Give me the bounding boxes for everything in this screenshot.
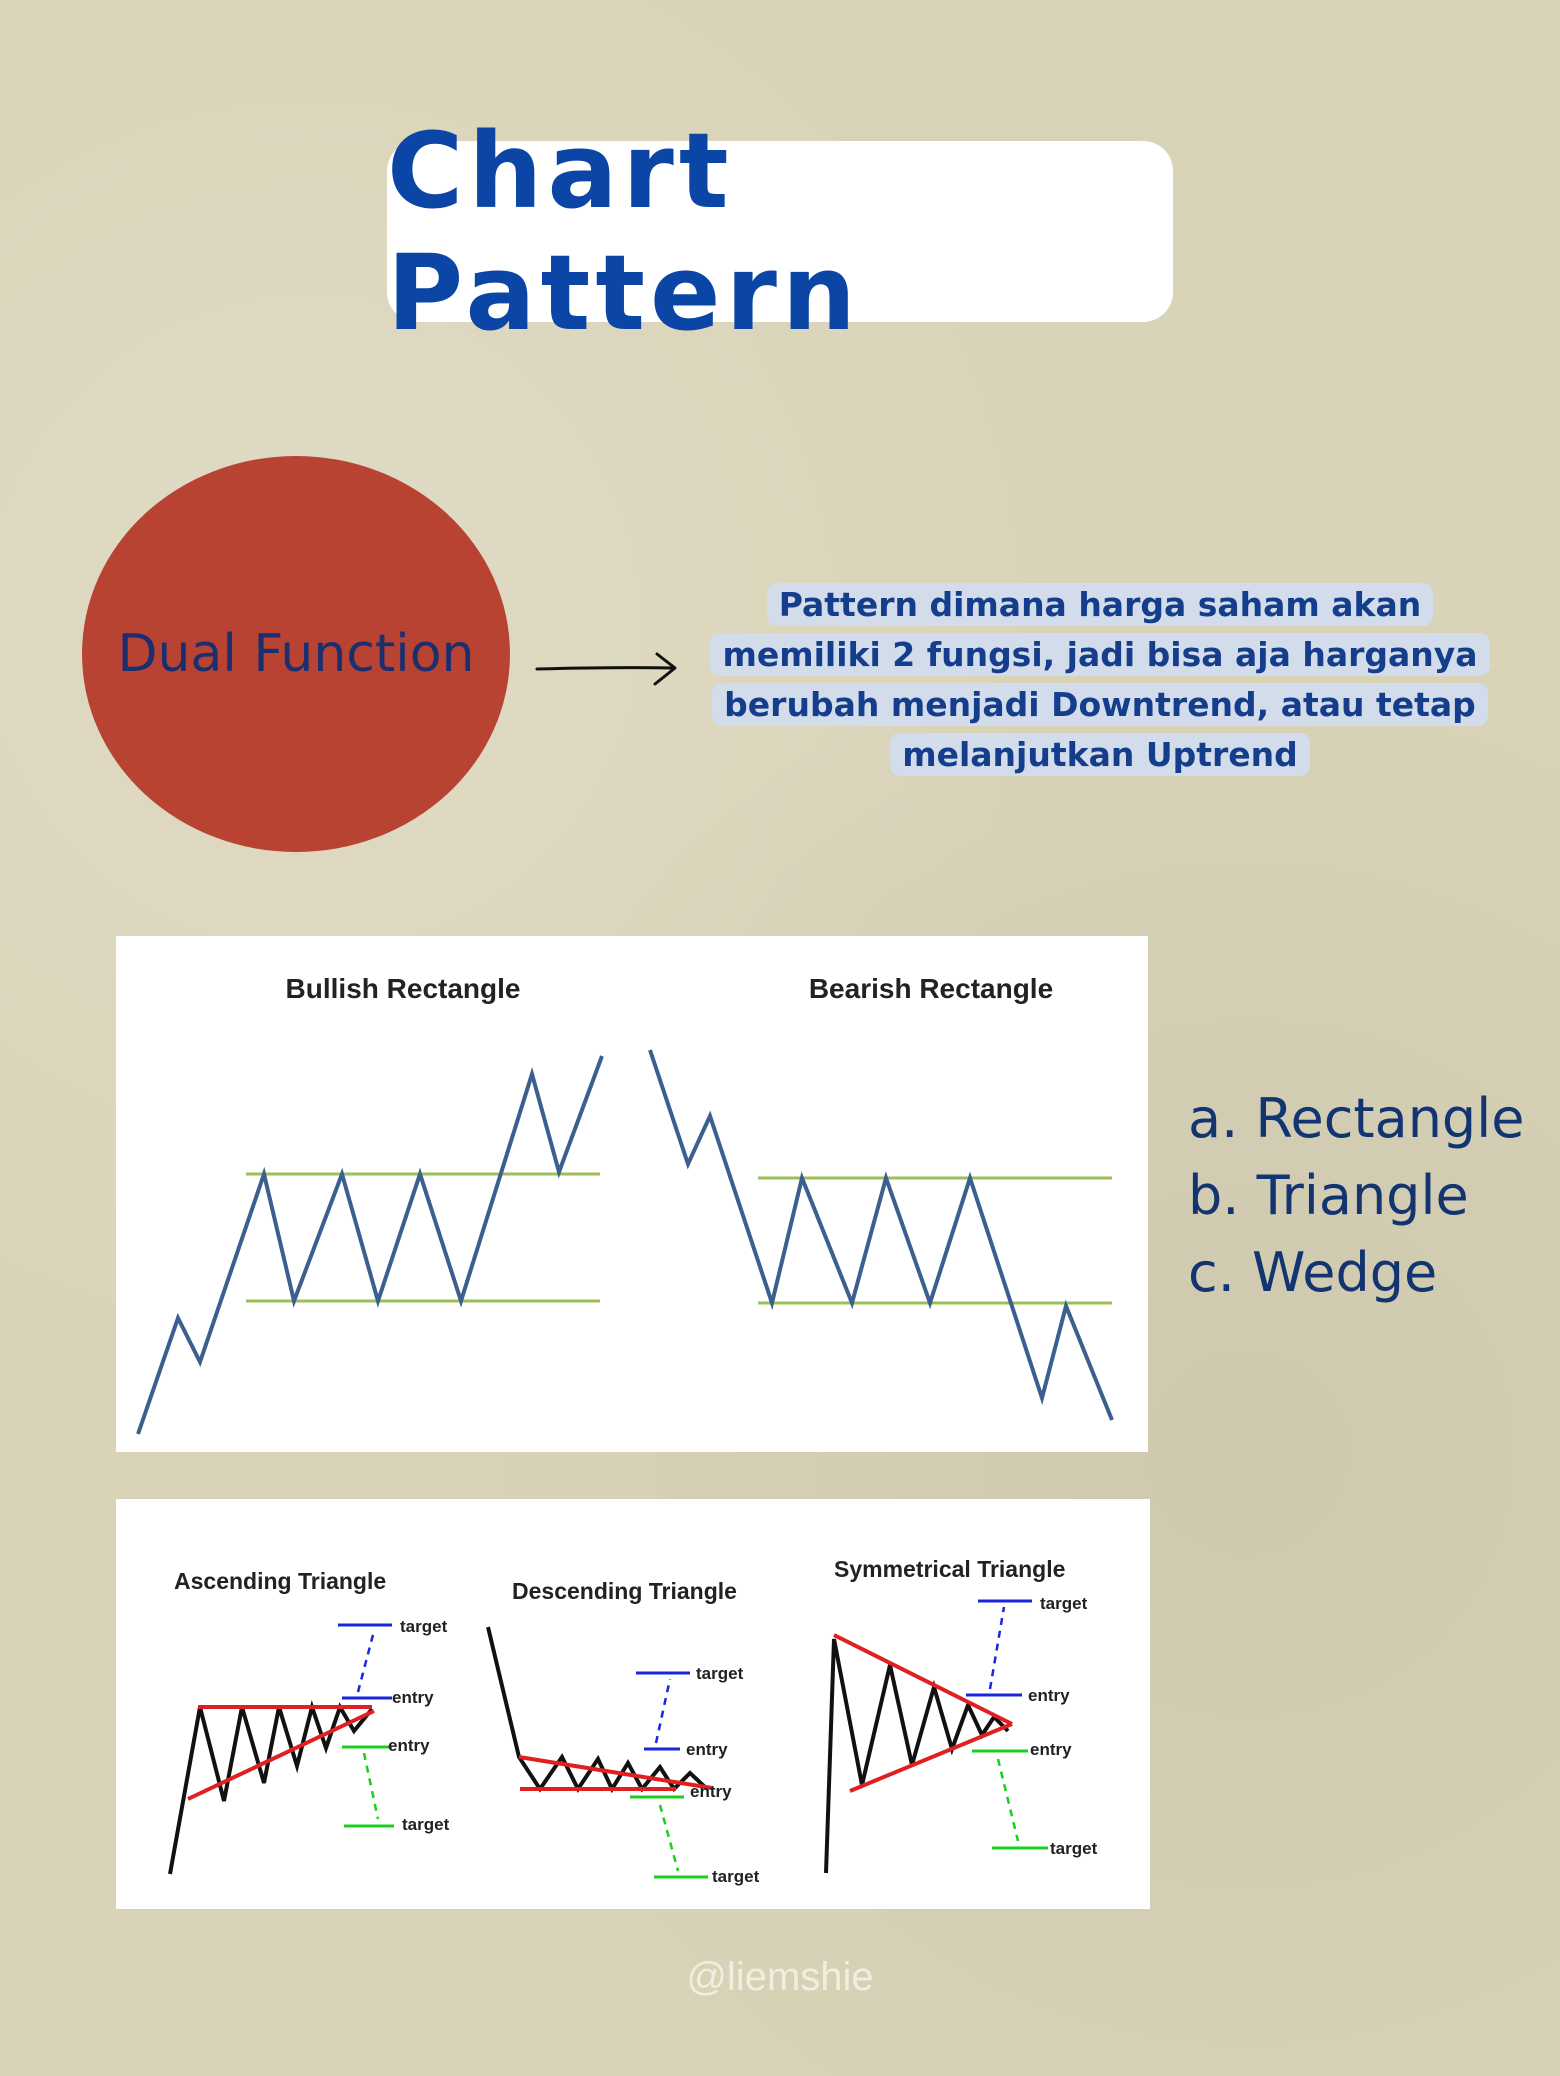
ascending-triangle-title: Ascending Triangle bbox=[174, 1568, 387, 1594]
symmetrical-up-projection bbox=[990, 1607, 1004, 1689]
symmetrical-triangle-title: Symmetrical Triangle bbox=[834, 1556, 1066, 1582]
descending-triangle-title: Descending Triangle bbox=[512, 1578, 737, 1604]
title-box bbox=[387, 109, 1173, 354]
descending-price-line bbox=[488, 1627, 706, 1789]
dual-function-circle bbox=[82, 456, 510, 852]
ascending-target-label: target bbox=[400, 1617, 448, 1636]
dual-function-label: Dual Function bbox=[117, 624, 475, 684]
symmetrical-down-projection bbox=[998, 1759, 1018, 1841]
symmetrical-target-label: target bbox=[1040, 1594, 1088, 1613]
ascending-up-projection bbox=[358, 1631, 374, 1692]
ascending-support-line bbox=[188, 1711, 374, 1799]
rectangle-diagram bbox=[116, 936, 1148, 1452]
symmetrical-upper-line bbox=[834, 1635, 1012, 1724]
bearish-price-line bbox=[650, 1050, 1112, 1420]
descending-entry-low-label: entry bbox=[690, 1782, 732, 1801]
ascending-price-line bbox=[170, 1707, 372, 1874]
pattern-list bbox=[1188, 1080, 1524, 1311]
triangle-patterns-panel bbox=[116, 1499, 1150, 1909]
list-item-rectangle: a. Rectangle bbox=[1188, 1087, 1525, 1150]
ascending-entry-label: entry bbox=[392, 1688, 434, 1707]
description-line: memiliki 2 fungsi, jadi bisa aja harganya bbox=[710, 633, 1489, 676]
list-item-triangle: b. Triangle bbox=[1188, 1164, 1469, 1227]
description-line: melanjutkan Uptrend bbox=[890, 733, 1310, 776]
symmetrical-price-line bbox=[826, 1639, 1008, 1873]
triangle-diagram bbox=[116, 1499, 1150, 1909]
descending-target-low-label: target bbox=[712, 1867, 760, 1886]
ascending-target-low-label: target bbox=[402, 1815, 450, 1834]
symmetrical-entry-low-label: entry bbox=[1030, 1740, 1072, 1759]
rectangle-patterns-panel bbox=[116, 936, 1148, 1452]
dual-function-description bbox=[700, 580, 1500, 780]
bullish-price-line bbox=[138, 1056, 602, 1434]
ascending-entry-low-label: entry bbox=[388, 1736, 430, 1755]
bullish-rectangle-title: Bullish Rectangle bbox=[285, 973, 521, 1004]
symmetrical-target-low-label: target bbox=[1050, 1839, 1098, 1858]
list-item-wedge: c. Wedge bbox=[1188, 1241, 1438, 1304]
description-line: Pattern dimana harga saham akan bbox=[767, 583, 1434, 626]
description-line: berubah menjadi Downtrend, atau tetap bbox=[712, 683, 1488, 726]
author-credit: @liemshie bbox=[686, 1955, 874, 1999]
descending-entry-label: entry bbox=[686, 1740, 728, 1759]
page-title: Chart Pattern bbox=[387, 109, 861, 354]
symmetrical-entry-label: entry bbox=[1028, 1686, 1070, 1705]
bearish-rectangle-title: Bearish Rectangle bbox=[808, 973, 1054, 1004]
descending-down-projection bbox=[660, 1805, 678, 1871]
descending-target-label: target bbox=[696, 1664, 744, 1683]
descending-up-projection bbox=[656, 1679, 670, 1743]
right-arrow-icon bbox=[535, 646, 680, 690]
ascending-down-projection bbox=[364, 1753, 378, 1819]
